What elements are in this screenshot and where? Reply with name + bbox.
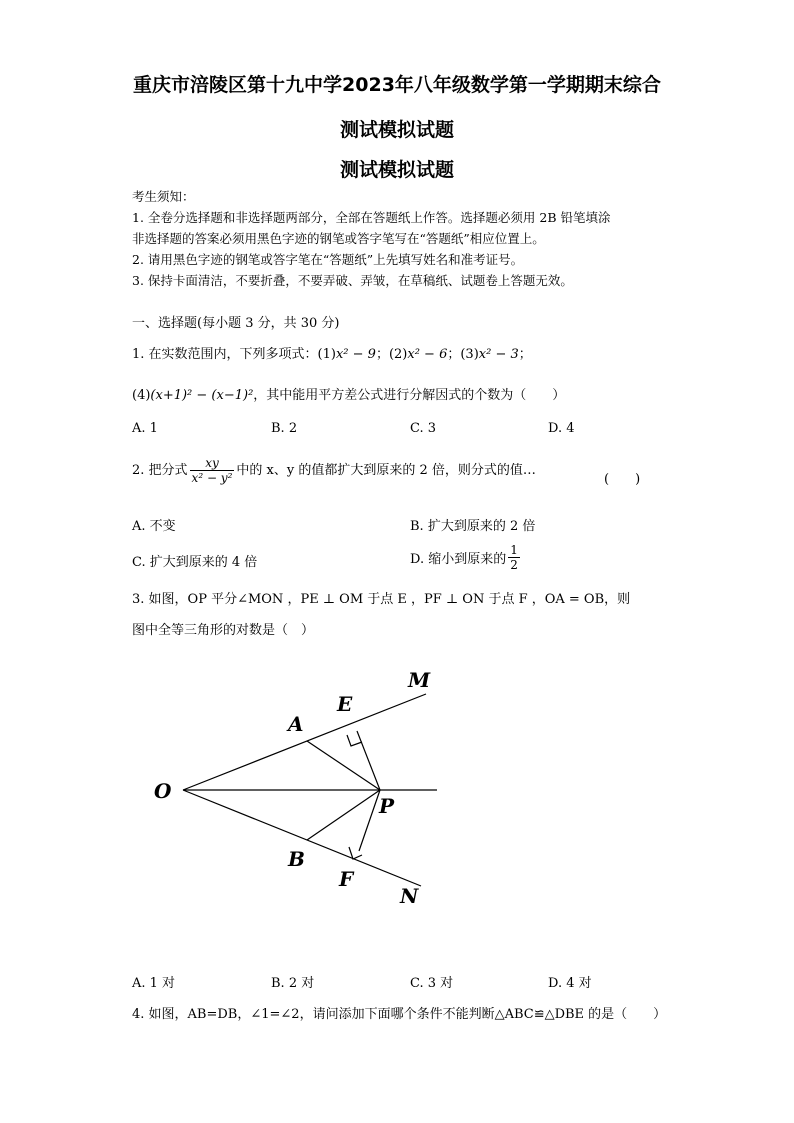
q2-suffix: 中的 x、y 的值都扩大到原来的 2 倍，则分式的值…: [236, 463, 536, 478]
q3-option-a[interactable]: A. 1 对: [132, 976, 176, 991]
q2-option-d-den: 2: [510, 558, 518, 572]
q1-p3: ；(3): [447, 347, 479, 362]
label-B: B: [288, 847, 305, 871]
segment-ap: [307, 741, 380, 790]
q1-p2: ；(2): [375, 347, 408, 362]
section-heading: 一、选择题(每小题 3 分，共 30 分): [132, 316, 340, 331]
q2-paren: ( ): [604, 472, 641, 487]
label-P: P: [379, 794, 395, 818]
notice-item-1a: 1. 全卷分选择题和非选择题两部分，全部在答题纸上作答。选择题必须用 2B 铅笔填涂: [132, 210, 611, 225]
segment-pf: [359, 790, 380, 851]
q2-option-d-text: D. 缩小到原来的: [410, 552, 507, 567]
question-4-line: 4. 如图，AB=DB，∠1=∠2，请问添加下面哪个条件不能判断△ABC≌△DBE 的是（ ）: [132, 1007, 667, 1022]
notice-item-1b: 非选择题的答案必须用黑色字迹的钢笔或答字笔写在“答题纸”相应位置上。: [132, 231, 545, 246]
q1-line2-prefix: (4): [132, 388, 151, 403]
q2-fraction-num: xy: [190, 456, 235, 471]
q1-option-b[interactable]: B. 2: [271, 421, 298, 436]
q1-expr-1: x² − 9: [335, 347, 376, 362]
q1-option-a[interactable]: A. 1: [132, 421, 158, 436]
q2-option-a[interactable]: A. 不变: [132, 519, 176, 534]
q2-option-b[interactable]: B. 扩大到原来的 2 倍: [410, 519, 536, 534]
segment-pe: [357, 731, 380, 790]
segment-bp: [307, 790, 380, 840]
q2-prefix: 2. 把分式: [132, 463, 188, 478]
exam-title-line3: 测试模拟试题: [339, 159, 454, 181]
label-E: E: [337, 692, 353, 716]
question-3-line1: 3. 如图，OP 平分∠MON ，PE ⊥ OM 于点 E ，PF ⊥ ON 于点 F ，OA = OB，则: [132, 592, 631, 607]
q2-fraction-den: x² − y²: [191, 471, 233, 485]
q3-option-d[interactable]: D. 4 对: [548, 976, 592, 991]
q1-p1: (1): [317, 347, 336, 362]
q1-prefix: 1. 在实数范围内，下列多项式：: [132, 347, 318, 362]
notice-heading: 考生须知：: [132, 189, 195, 204]
label-F: F: [339, 867, 354, 891]
q2-option-c[interactable]: C. 扩大到原来的 4 倍: [132, 555, 258, 570]
q1-p3end: ；: [518, 347, 532, 362]
ray-om: [183, 694, 426, 790]
q1-option-d[interactable]: D. 4: [548, 421, 575, 436]
exam-title-line2: 测试模拟试题: [339, 119, 454, 141]
label-A: A: [288, 712, 304, 736]
notice-item-3: 3. 保持卡面清洁，不要折叠，不要弄破、弄皱，在草稿纸、试题卷上答题无效。: [132, 273, 573, 288]
q1-expr-4: (x+1)² − (x−1)²: [150, 388, 254, 403]
q1-expr-2: x² − 6: [407, 347, 448, 362]
q2-option-d-num: 1: [510, 543, 518, 557]
q3-option-b[interactable]: B. 2 对: [271, 976, 315, 991]
q3-option-c[interactable]: C. 3 对: [410, 976, 454, 991]
exam-title-line1: 重庆市涪陵区第十九中学2023年八年级数学第一学期期末综合: [133, 74, 661, 96]
label-N: N: [400, 884, 419, 908]
notice-item-2: 2. 请用黑色字迹的钢笔或答字笔在“答题纸”上先填写姓名和准考证号。: [132, 252, 524, 267]
q1-option-c[interactable]: C. 3: [410, 421, 437, 436]
label-M: M: [408, 668, 431, 692]
q1-line2-suffix: ，其中能用平方差公式进行分解因式的个数为（ ）: [253, 388, 566, 403]
q1-expr-3: x² − 3: [478, 347, 519, 362]
label-O: O: [154, 779, 172, 803]
question-3-line2: 图中全等三角形的对数是（ ）: [132, 623, 315, 638]
